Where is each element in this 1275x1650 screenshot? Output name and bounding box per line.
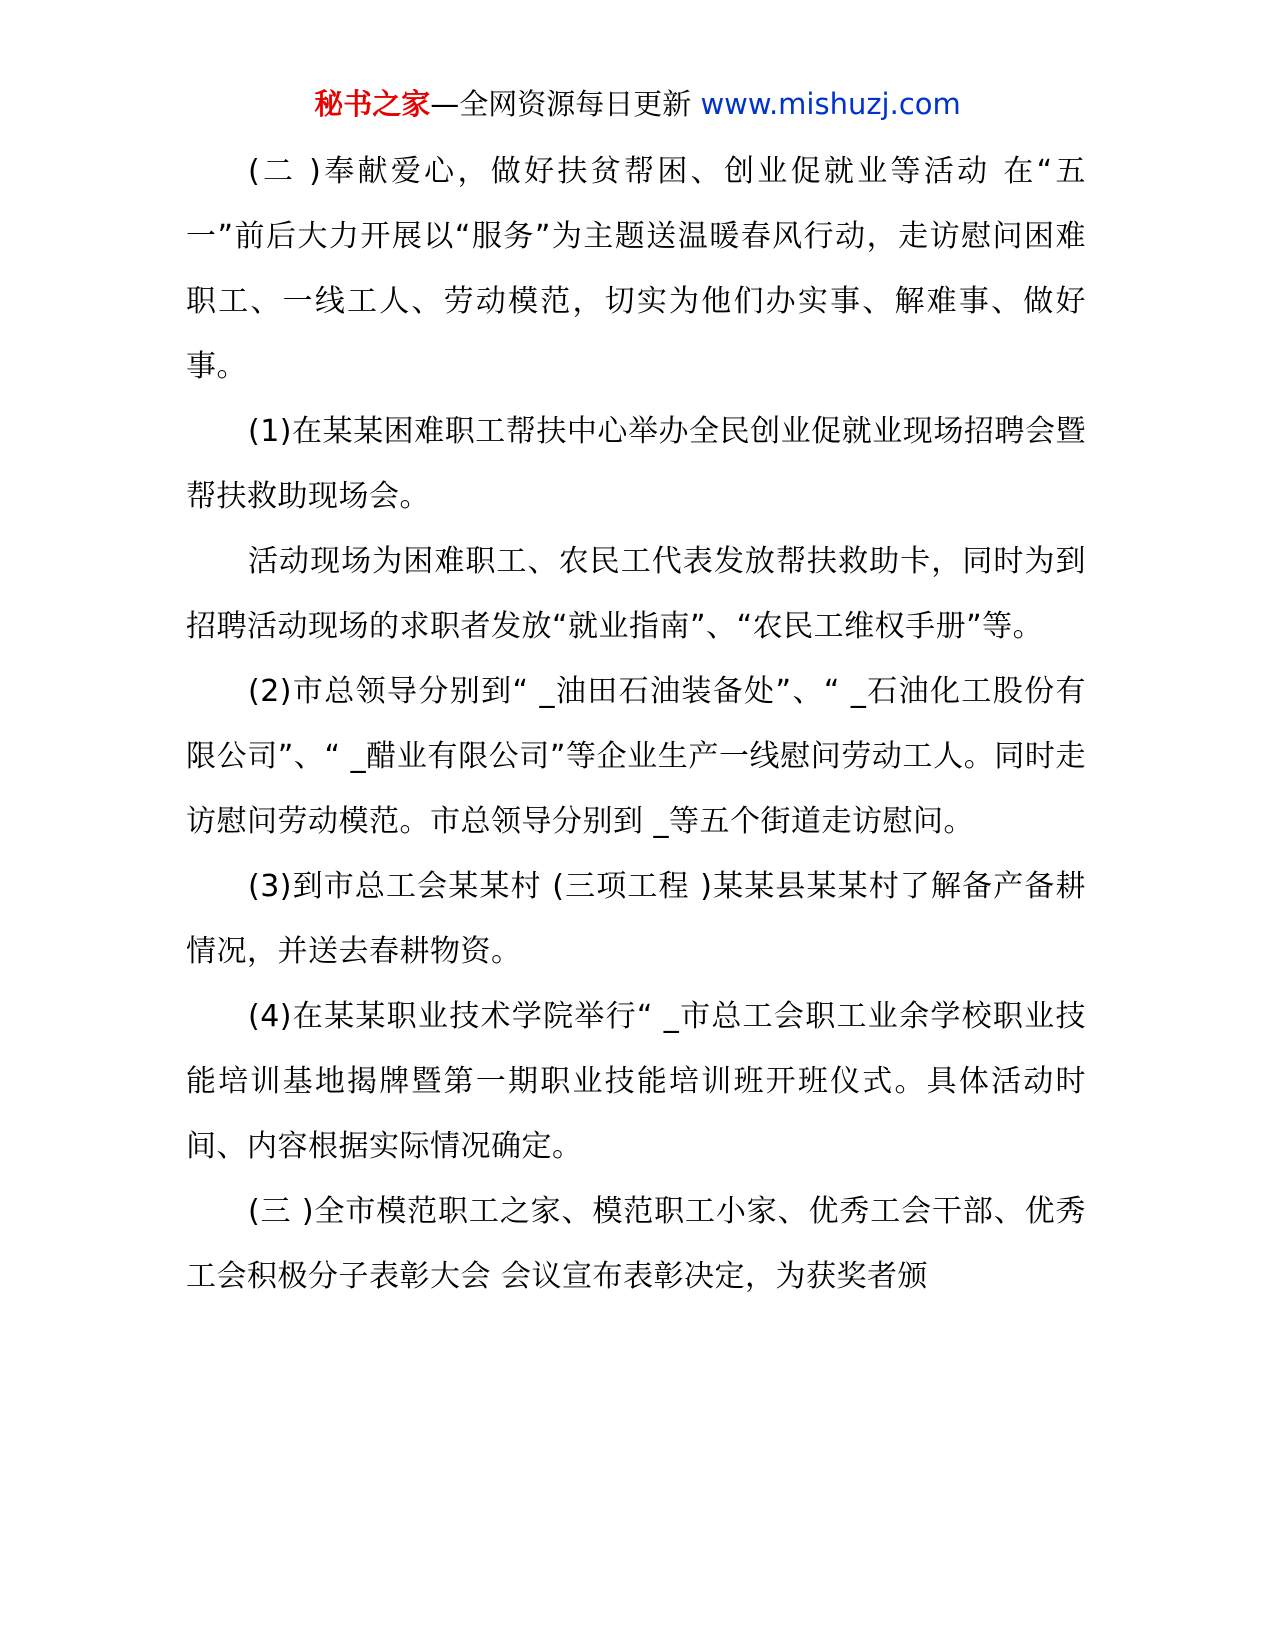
brand-name: 秘书之家 <box>314 87 431 121</box>
paragraph-item-4: (4)在某某职业技术学院举行“ _市总工会职工业余学校职业技能培训基地揭牌暨第一期职业技能培训班开班仪式。具体活动时间、内容根据实际情况确定。 <box>186 999 1086 1164</box>
header-slogan: —全网资源每日更新 <box>430 87 701 121</box>
paragraph-item-2: (2)市总领导分别到“ _油田石油装备处”、“ _石油化工股份有限公司”、“ _醋业有限公司”等企业生产一线慰问劳动工人。同时走访慰问劳动模范。市总领导分别到 _等五个街道走访慰问。 <box>186 674 1086 839</box>
website-url[interactable]: www.mishuzj.com <box>700 87 961 121</box>
paragraph-item-1: (1)在某某困难职工帮扶中心举办全民创业促就业现场招聘会暨帮扶救助现场会。 <box>186 414 1086 514</box>
document-body <box>186 139 1086 1309</box>
paragraph-activity-site: 活动现场为困难职工、农民工代表发放帮扶救助卡，同时为到招聘活动现场的求职者发放“就业指南”、“农民工维权手册”等。 <box>186 544 1086 644</box>
paragraph-section-three: (三 )全市模范职工之家、模范职工小家、优秀工会干部、优秀工会积极分子表彰大会 会议宣布表彰决定，为获奖者颁 <box>186 1194 1086 1294</box>
paragraph-item-3: (3)到市总工会某某村 (三项工程 )某某县某某村了解备产备耕情况，并送去春耕物资。 <box>186 869 1086 969</box>
page-header <box>0 84 1275 124</box>
paragraph-section-two: (二 )奉献爱心，做好扶贫帮困、创业促就业等活动 在“五一”前后大力开展以“服务”为主题送温暖春风行动，走访慰问困难职工、一线工人、劳动模范，切实为他们办实事、解难事、做好事。 <box>186 154 1086 384</box>
